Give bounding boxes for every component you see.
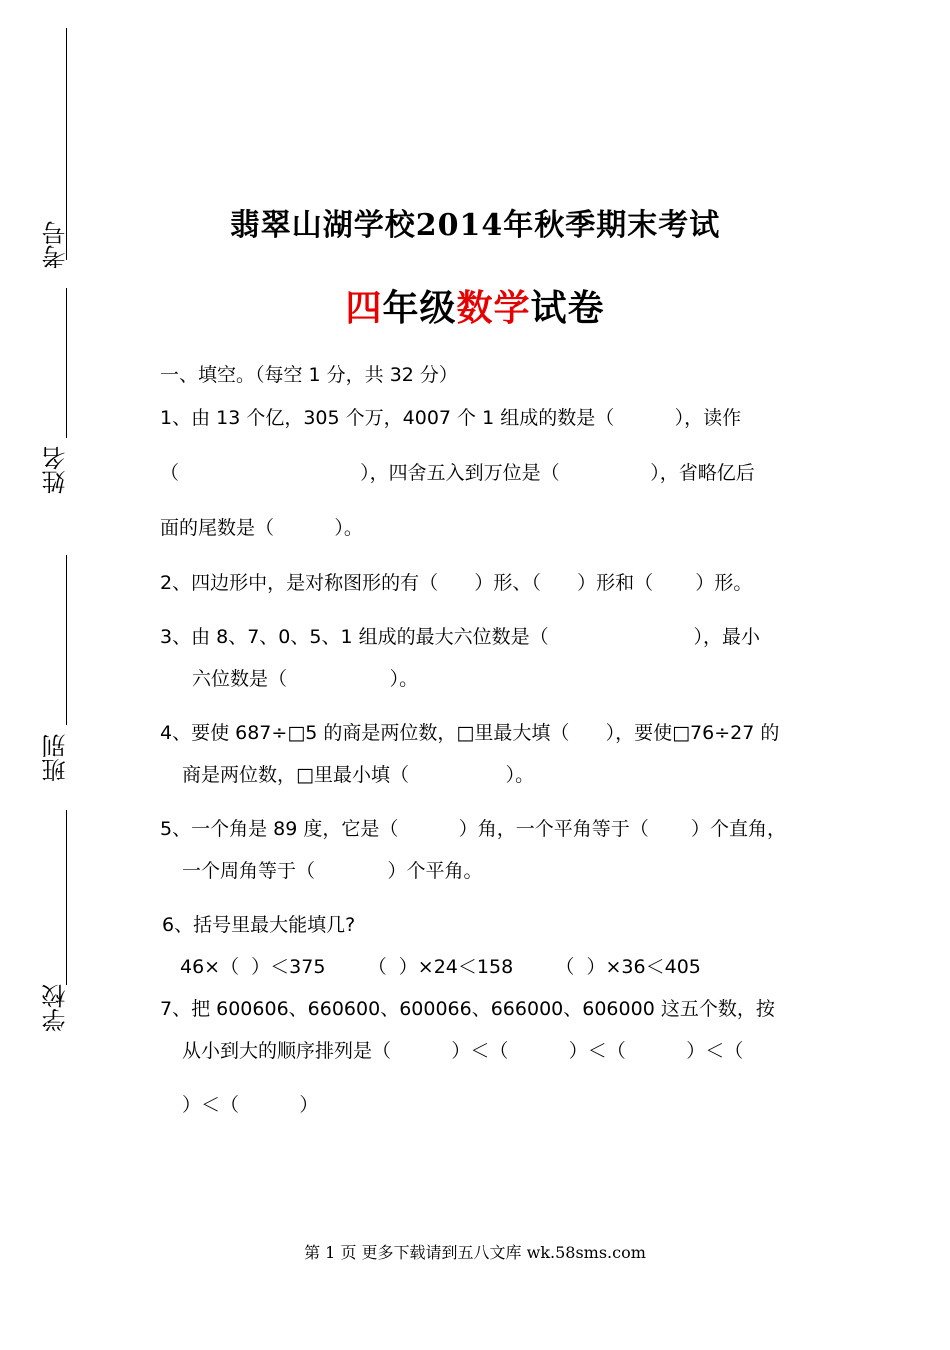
q3-line2: 六位数是（ ）。 (192, 668, 419, 690)
q1-line2: （ ），四舍五入到万位是（ ），省略亿后 (160, 462, 755, 484)
q5-line2: 一个周角等于（ ）个平角。 (182, 860, 483, 882)
q1-line3: 面的尾数是（ ）。 (160, 517, 363, 539)
q7-line3: ）＜（ ） (182, 1094, 319, 1116)
subtitle-grade-number: 四 (345, 287, 383, 329)
q7-line1: 7、把 600606、660600、600066、666000、606000 这五个数，按 (160, 998, 775, 1020)
q4-line2: 商是两位数，□里最小填（ ）。 (182, 764, 535, 786)
margin-line-banbie (66, 555, 67, 725)
q5-line1: 5、一个角是 89 度，它是（ ）角，一个平角等于（ ）个直角， (160, 818, 787, 840)
exam-subtitle (0, 280, 950, 331)
margin-label-xuexiao: 学校 (42, 984, 70, 1032)
margin-line-xuexiao (66, 810, 67, 985)
q7-line2: 从小到大的顺序排列是（ ）＜（ ）＜（ ）＜（ (182, 1040, 744, 1062)
q6-line2: 46×（ ）＜375 （ ）×24＜158 （ ）×36＜405 (180, 956, 701, 978)
margin-label-xingming: 姓名 (42, 446, 70, 494)
margin-label-banbie: 班别 (42, 734, 70, 782)
q6-line1: 6、括号里最大能填几? (162, 914, 356, 936)
q3-line1: 3、由 8、7、0、5、1 组成的最大六位数是（ ），最小 (160, 626, 761, 648)
subtitle-grade-word: 年级 (382, 287, 457, 329)
subtitle-paper: 试卷 (530, 287, 605, 329)
q4-line1: 4、要使 687÷□5 的商是两位数，□里最大填（ ），要使□76÷27 的 (160, 722, 780, 744)
q1-line1: 1、由 13 个亿，305 个万，4007 个 1 组成的数是（ ），读作 (160, 407, 742, 429)
page-footer: 第 1 页 更多下载请到五八文库 wk.58sms.com (304, 1243, 646, 1262)
section1-heading: 一、填空。（每空 1 分，共 32 分） (160, 364, 458, 386)
exam-title: 翡翠山湖学校2014年秋季期末考试 (229, 208, 721, 243)
subtitle-subject: 数学 (456, 287, 531, 329)
margin-label-kaohao: 考号 (42, 221, 70, 269)
q2-line1: 2、四边形中，是对称图形的有（ ）形、（ ）形和（ ）形。 (160, 572, 753, 594)
